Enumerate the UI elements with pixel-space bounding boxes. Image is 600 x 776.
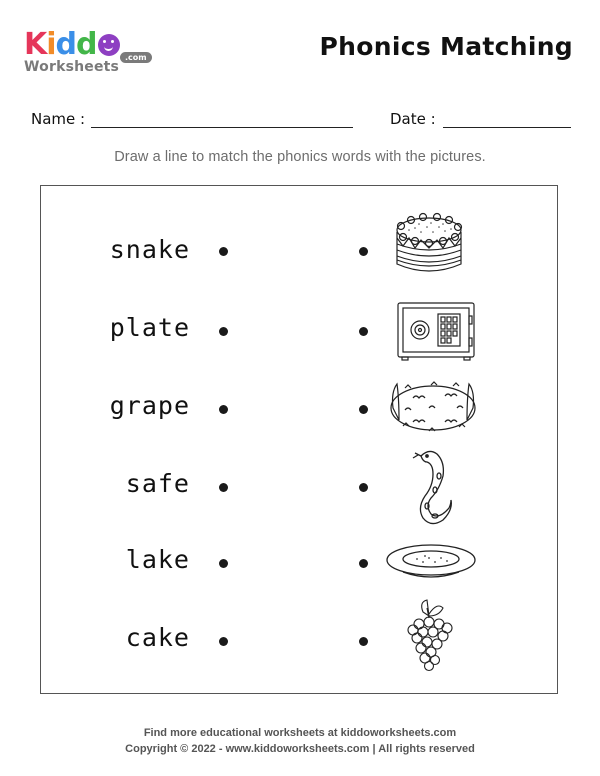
date-field-line[interactable] (443, 127, 571, 128)
picture-dot[interactable] (359, 327, 368, 336)
match-row (0, 606, 600, 676)
picture-dot[interactable] (359, 637, 368, 646)
kiddo-worksheets-logo (24, 27, 154, 78)
logo-subtitle: Worksheets (24, 59, 120, 75)
logo-com-badge: .com (120, 52, 152, 63)
picture-dot[interactable] (359, 405, 368, 414)
match-row (0, 216, 600, 286)
logo-wordmark (24, 27, 120, 62)
date-label: Date : (390, 110, 436, 128)
cake-icon (385, 208, 475, 280)
grape-icon (385, 594, 475, 674)
match-row (0, 528, 600, 598)
logo-letter: d (76, 27, 97, 62)
word-dot[interactable] (219, 483, 228, 492)
name-date-row (31, 108, 570, 132)
word-label: plate (109, 313, 190, 342)
word-label: lake (125, 545, 190, 574)
logo-letter: d (55, 27, 77, 62)
word-dot[interactable] (219, 637, 228, 646)
word-dot[interactable] (219, 559, 228, 568)
word-label: grape (109, 391, 190, 420)
word-label: cake (125, 623, 190, 652)
safe-icon (385, 300, 475, 362)
word-dot[interactable] (219, 247, 228, 256)
picture-dot[interactable] (359, 559, 368, 568)
word-dot[interactable] (219, 405, 228, 414)
footer-promo-text: Find more educational worksheets at kiddoworksheets.com (143, 727, 457, 739)
picture-dot[interactable] (359, 247, 368, 256)
logo-letter: i (46, 27, 56, 62)
page-title: Phonics Matching (319, 32, 573, 61)
lake-icon (385, 380, 485, 440)
instruction-text: Draw a line to match the phonics words with the pictures. (114, 149, 486, 165)
word-label: safe (125, 469, 190, 498)
smiley-face-icon (98, 34, 120, 56)
picture-dot[interactable] (359, 483, 368, 492)
match-row (0, 294, 600, 364)
snake-icon (385, 446, 475, 528)
plate-icon (385, 540, 485, 584)
match-row (0, 372, 600, 442)
name-label: Name : (31, 110, 86, 128)
footer-copyright-text: Copyright © 2022 - www.kiddoworksheets.com | All rights reserved (125, 743, 475, 755)
logo-letter: K (24, 27, 47, 62)
word-label: snake (109, 235, 190, 264)
match-row (0, 450, 600, 520)
name-field-line[interactable] (91, 127, 353, 128)
word-dot[interactable] (219, 327, 228, 336)
